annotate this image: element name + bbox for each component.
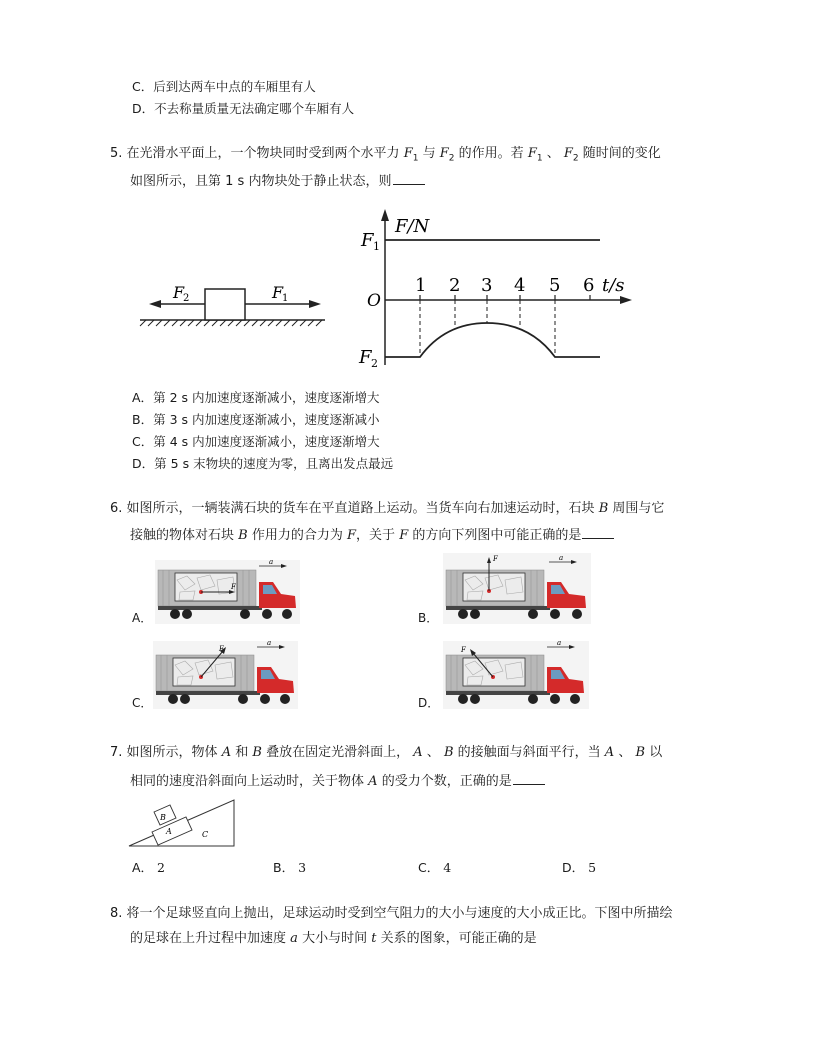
stem-number: 1 s xyxy=(225,174,245,189)
label-f2-sub: 2 xyxy=(183,293,190,304)
option-label: A． xyxy=(132,390,154,405)
q5-option-d xyxy=(132,454,393,474)
answer-blank xyxy=(582,524,614,539)
tick-label: 3 xyxy=(481,275,493,296)
force-label: F xyxy=(231,583,236,591)
option-text: 内加速度逐渐减小，速度逐渐减小 xyxy=(192,412,380,427)
q7-option-b xyxy=(273,858,306,878)
question-number: 8. xyxy=(110,906,123,921)
label-b: B xyxy=(160,813,166,822)
stem-text: 随时间的变化 xyxy=(582,146,661,161)
q5-option-a xyxy=(132,388,380,408)
subscript: 1 xyxy=(412,153,419,164)
prev-option-c xyxy=(132,77,316,97)
q5-stem-line2 xyxy=(130,170,425,192)
question-number: 6. xyxy=(110,501,123,516)
option-label: C． xyxy=(132,79,154,94)
answer-blank xyxy=(513,770,545,785)
force-label: F xyxy=(493,555,498,563)
stem-text: 的受力个数，正确的是 xyxy=(381,774,512,789)
stem-text: 如图所示，且第 xyxy=(130,174,222,189)
option-value: 2 xyxy=(157,860,165,875)
q6-option-b-label: B． xyxy=(418,611,439,625)
stem-text: 内物块处于静止状态，则 xyxy=(248,174,392,189)
q6-option-c-figure[interactable] xyxy=(153,641,298,709)
q5-option-b xyxy=(132,410,380,430)
var-a: A xyxy=(413,745,423,760)
answer-blank xyxy=(393,170,425,185)
accel-label: a xyxy=(267,641,272,647)
var-b: B xyxy=(635,745,646,760)
stem-text: 将一个足球竖直向上抛出，足球运动时受到空气阻力的大小与速度的大小成正比。下图中所描绘 xyxy=(126,906,673,921)
stem-text: 、 xyxy=(546,146,560,161)
option-label: A． xyxy=(132,860,154,875)
label-a: A xyxy=(166,827,172,836)
q5-block-figure xyxy=(135,270,335,330)
option-text: 不去称量质量无法确定哪个车厢有人 xyxy=(154,101,355,116)
stem-text: 、 xyxy=(426,745,440,760)
option-text: 后到达两车中点的车厢里有人 xyxy=(153,79,316,94)
q8-stem-line1 xyxy=(110,904,673,924)
stem-text: 的方向下列图中可能正确的是 xyxy=(412,528,582,543)
block xyxy=(205,289,245,320)
accel-label: a xyxy=(559,554,564,562)
option-label: D． xyxy=(132,101,155,116)
q5-option-c xyxy=(132,432,380,452)
y-axis-label: F/N xyxy=(395,216,430,237)
q5-stem-line1 xyxy=(110,144,661,169)
arrow-up-icon xyxy=(381,209,389,221)
subscript: 2 xyxy=(572,153,579,164)
option-text: 第 xyxy=(153,434,166,449)
subscript: 2 xyxy=(448,153,455,164)
option-label: D． xyxy=(132,456,155,471)
q6-option-c-label: C． xyxy=(132,696,153,710)
stem-text: 相同的速度沿斜面向上运动时，关于物体 xyxy=(130,774,365,789)
option-text: 内加速度逐渐减小，速度逐渐增大 xyxy=(192,390,380,405)
option-text: 末物块的速度为零，且离出发点最远 xyxy=(193,456,394,471)
question-number: 5. xyxy=(110,146,123,161)
option-number: 2 s xyxy=(169,390,189,405)
stem-text: 、 xyxy=(618,745,632,760)
subscript: 1 xyxy=(536,153,543,164)
option-text: 第 xyxy=(153,412,166,427)
q7-stem-line2 xyxy=(130,770,545,792)
var-b: B xyxy=(598,501,609,516)
tick-label: 2 xyxy=(449,275,461,296)
q5-force-graph xyxy=(355,205,640,370)
var-a: A xyxy=(368,774,378,789)
stem-text: ，关于 xyxy=(356,528,396,543)
label-f1-sub: 1 xyxy=(282,293,289,304)
option-text: 第 xyxy=(154,456,167,471)
stem-text: 以 xyxy=(649,745,663,760)
var-b: B xyxy=(443,745,454,760)
label-f1: F xyxy=(272,283,284,302)
option-label: C． xyxy=(418,860,440,875)
q6-stem-line1 xyxy=(110,499,664,519)
stem-text: 如图所示，物体 xyxy=(126,745,218,760)
q7-incline-figure xyxy=(126,796,246,851)
x-axis-label: t/s xyxy=(602,275,625,296)
accel-label: a xyxy=(269,560,274,566)
q6-option-d-label: D． xyxy=(418,696,440,710)
tick-label: 1 xyxy=(415,275,427,296)
q7-option-d xyxy=(562,858,596,878)
q7-stem-line1 xyxy=(110,743,662,763)
stem-text: 作用力的合力为 xyxy=(251,528,343,543)
option-label: C． xyxy=(132,434,154,449)
var-f: F xyxy=(527,146,537,161)
tick-label: 6 xyxy=(583,275,595,296)
graph-f2-label: F xyxy=(359,347,372,368)
option-number: 3 s xyxy=(169,412,189,427)
q6-option-a-label: A． xyxy=(132,611,153,625)
q7-option-c xyxy=(418,858,451,878)
graph-f1-sub: 1 xyxy=(373,240,380,253)
arrow-right-icon xyxy=(620,296,632,304)
option-label: B． xyxy=(132,412,154,427)
option-text: 内加速度逐渐减小，速度逐渐增大 xyxy=(192,434,380,449)
stem-text: 大小与时间 xyxy=(302,931,368,946)
origin-label: O xyxy=(367,291,381,311)
prev-option-d xyxy=(132,99,354,119)
q6-option-d-figure[interactable] xyxy=(443,641,589,709)
var-b: B xyxy=(252,745,262,760)
question-number: 7. xyxy=(110,745,123,760)
option-value: 5 xyxy=(588,860,597,875)
option-label: B． xyxy=(273,860,295,875)
q7-option-a xyxy=(132,858,165,878)
stem-text: 与 xyxy=(422,146,436,161)
label-c: C xyxy=(202,830,209,839)
var-f: F xyxy=(403,146,413,161)
label-f2: F xyxy=(173,283,185,302)
var-f: F xyxy=(399,528,409,543)
option-number: 4 s xyxy=(169,434,189,449)
var-a: a xyxy=(290,931,298,946)
stem-text: 的足球在上升过程中加速度 xyxy=(130,931,287,946)
var-f: F xyxy=(439,146,449,161)
f2-curve xyxy=(385,323,600,357)
stem-text: 的作用。若 xyxy=(458,146,524,161)
var-a: A xyxy=(221,745,232,760)
option-number: 5 s xyxy=(170,456,190,471)
arrow-left-icon xyxy=(149,300,161,308)
graph-f1-label: F xyxy=(361,230,374,251)
stem-text: 在光滑水平面上，一个物块同时受到两个水平力 xyxy=(126,146,400,161)
stem-text: 如图所示，一辆装满石块的货车在平直道路上运动。当货车向右加速运动时，石块 xyxy=(126,501,595,516)
q6-option-b-figure[interactable] xyxy=(443,553,591,624)
stem-text: 接触的物体对石块 xyxy=(130,528,235,543)
stem-text: 和 xyxy=(235,745,249,760)
var-t: t xyxy=(371,931,377,946)
var-f: F xyxy=(347,528,357,543)
var-a: A xyxy=(604,745,615,760)
tick-label: 5 xyxy=(549,275,561,296)
option-label: D． xyxy=(562,860,585,875)
option-value: 4 xyxy=(443,860,452,875)
graph-f2-sub: 2 xyxy=(371,357,378,370)
var-b: B xyxy=(238,528,248,543)
force-label: F xyxy=(461,646,466,654)
arrow-right-icon xyxy=(309,300,321,308)
force-label: F xyxy=(219,645,224,653)
accel-label: a xyxy=(557,641,562,647)
q6-stem-line2 xyxy=(130,524,614,546)
tick-label: 4 xyxy=(514,275,526,296)
option-value: 3 xyxy=(298,860,307,875)
var-f: F xyxy=(563,146,573,161)
stem-text: 叠放在固定光滑斜面上， xyxy=(266,745,410,760)
stem-text: 的接触面与斜面平行，当 xyxy=(457,745,601,760)
option-text: 第 xyxy=(153,390,166,405)
q6-option-a-figure[interactable] xyxy=(155,560,300,624)
q8-stem-line2 xyxy=(130,929,537,949)
stem-text: 关系的图象，可能正确的是 xyxy=(380,931,537,946)
stem-text: 周围与它 xyxy=(612,501,665,516)
